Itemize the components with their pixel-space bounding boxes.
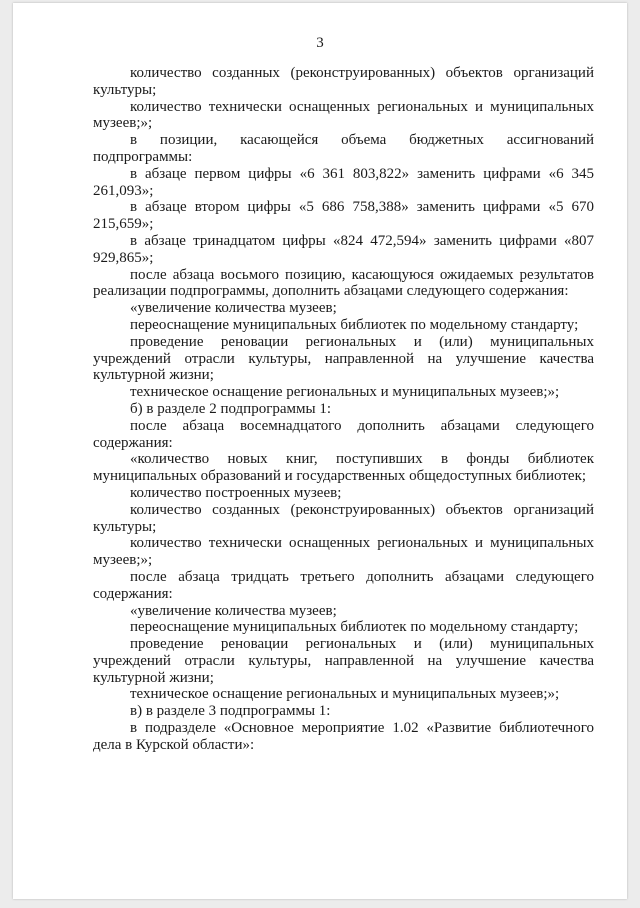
paragraph: количество технически оснащенных региональных и муниципальных музеев;»; <box>93 98 594 132</box>
paragraph: после абзаца тридцать третьего дополнить абзацами следующего содержания: <box>93 568 594 602</box>
paragraph: после абзаца восемнадцатого дополнить абзацами следующего содержания: <box>93 417 594 451</box>
paragraph: проведение реновации региональных и (или) муниципальных учреждений отрасли культуры, направленной на улучшение качества культурной жизни; <box>93 333 594 384</box>
paragraph: в позиции, касающейся объема бюджетных ассигнований подпрограммы: <box>93 132 594 165</box>
paragraph: количество построенных музеев; <box>130 484 342 501</box>
paragraph: переоснащение муниципальных библиотек по модельному стандарту; <box>130 619 579 636</box>
paragraph: «увеличение количества музеев; <box>130 300 337 317</box>
paragraph: переоснащение муниципальных библиотек по модельному стандарту; <box>130 316 579 333</box>
paragraph: «увеличение количества музеев; <box>130 602 337 619</box>
paragraph: проведение реновации региональных и (или) муниципальных учреждений отрасли культуры, направленной на улучшение качества культурной жизни; <box>93 636 594 686</box>
paragraph: в подразделе «Основное мероприятие 1.02 «Развитие библиотечного дела в Курской области»: <box>93 720 594 753</box>
paragraph: техническое оснащение региональных и муниципальных музеев;»; <box>130 384 560 401</box>
paragraph: количество созданных (реконструированных) объектов организаций культуры; <box>93 65 594 98</box>
paragraph: в) в разделе 3 подпрограммы 1: <box>130 703 331 720</box>
paragraph: в абзаце втором цифры «5 686 758,388» заменить цифрами «5 670 215,659»; <box>93 199 594 233</box>
paragraph: в абзаце первом цифры «6 361 803,822» заменить цифрами «6 345 261,093»; <box>93 165 594 199</box>
paragraph: б) в разделе 2 подпрограммы 1: <box>130 400 331 417</box>
paragraph: техническое оснащение региональных и муниципальных музеев;»; <box>130 686 560 703</box>
paragraph: после абзаца восьмого позицию, касающуюся ожидаемых результатов реализации подпрограммы, дополнить абзацами следующего содержания: <box>93 266 594 300</box>
paragraph: количество созданных (реконструированных) объектов организаций культуры; <box>93 501 594 535</box>
paragraph: в абзаце тринадцатом цифры «824 472,594» заменить цифрами «807 929,865»; <box>93 232 594 266</box>
page-number: 3 <box>316 35 324 51</box>
paragraph: «количество новых книг, поступивших в фонды библиотек муниципальных образований и государственных общедоступных библиотек; <box>93 451 594 485</box>
paragraph: количество технически оснащенных региональных и муниципальных музеев;»; <box>93 535 594 569</box>
document-page <box>13 3 627 899</box>
document-body <box>93 65 594 754</box>
